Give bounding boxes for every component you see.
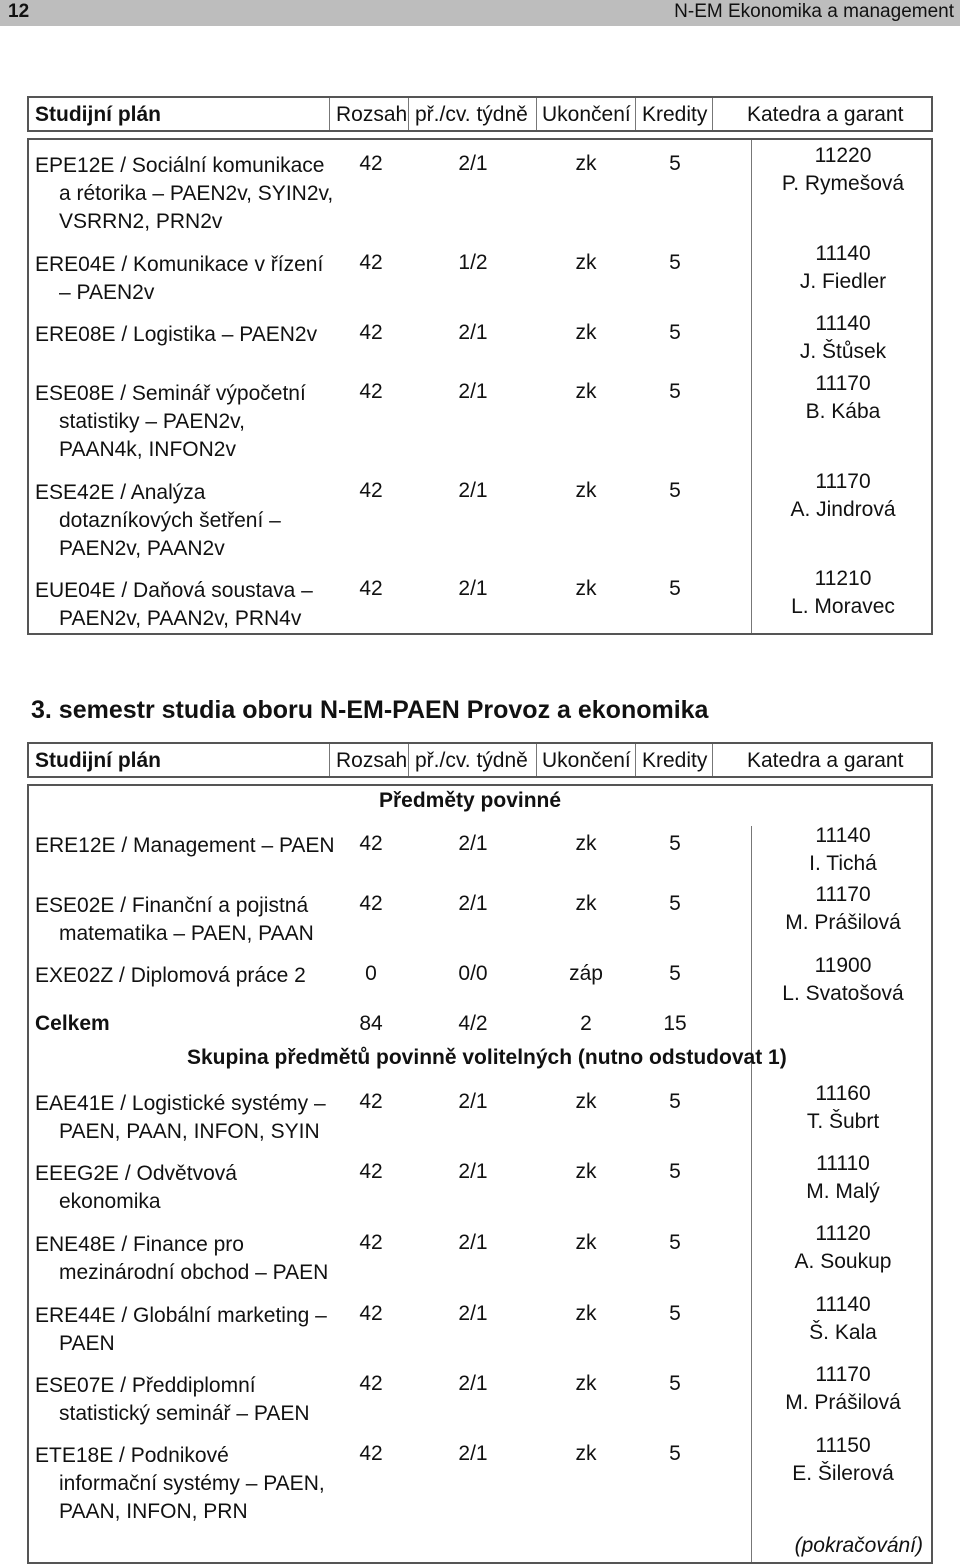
course-name xyxy=(35,321,335,349)
cell-prcv: 2/1 xyxy=(458,1090,488,1113)
course-name-line: statistiky – PAEN2v, xyxy=(59,410,245,433)
cell-ukonceni: záp xyxy=(569,962,603,985)
section-2-table xyxy=(27,784,933,1564)
course-name-line: EAE41E / Logistické systémy – xyxy=(35,1092,326,1115)
cell-garant: M. Prášilová xyxy=(785,911,901,934)
celkem-ukonceni: 2 xyxy=(580,1012,592,1035)
cell-ukonceni: zk xyxy=(575,479,597,502)
course-name-line: PAAN4k, INFON2v xyxy=(59,438,236,461)
cell-garant: M. Malý xyxy=(806,1180,880,1203)
cell-ukonceni: zk xyxy=(575,321,597,344)
cell-katedra: 11140 xyxy=(815,242,871,265)
cell-katedra: 11140 xyxy=(815,824,871,847)
cell-garant: J. Štůsek xyxy=(799,340,887,363)
course-name xyxy=(35,251,335,307)
cell-rozsah: 42 xyxy=(359,1090,383,1113)
col-kredity: Kredity xyxy=(642,749,708,772)
cell-katedra: 11170 xyxy=(815,470,871,493)
cell-kredity: 5 xyxy=(669,1160,681,1183)
course-name-line: ekonomika xyxy=(59,1190,161,1213)
cell-kredity: 5 xyxy=(669,1372,681,1395)
cell-ukonceni: zk xyxy=(575,380,597,403)
cell-katedra: 11120 xyxy=(815,1222,871,1245)
cell-kredity: 5 xyxy=(669,380,681,403)
col-prcv: př./cv. týdně xyxy=(415,749,528,772)
cell-rozsah: 42 xyxy=(359,832,383,855)
course-name-line: EEEG2E / Odvětvová xyxy=(35,1162,237,1185)
course-name-line: EUE04E / Daňová soustava – xyxy=(35,579,313,602)
cell-garant: A. Soukup xyxy=(794,1250,892,1273)
katedra-garant xyxy=(753,1291,933,1347)
cell-ukonceni: zk xyxy=(575,577,597,600)
cell-prcv: 2/1 xyxy=(458,1302,488,1325)
cell-kredity: 5 xyxy=(669,832,681,855)
cell-katedra: 11110 xyxy=(816,1152,870,1175)
course-name-line: ERE04E / Komunikace v řízení xyxy=(35,253,324,276)
course-name-line: ERE08E / Logistika – PAEN2v xyxy=(35,323,318,346)
cell-rozsah: 42 xyxy=(359,380,383,403)
cell-katedra: 11160 xyxy=(815,1082,871,1105)
course-name-line: PAEN xyxy=(59,1332,115,1355)
course-name xyxy=(35,152,335,236)
course-name-line: informační systémy – PAEN, xyxy=(59,1472,325,1495)
katedra-garant xyxy=(753,1150,933,1206)
celkem-label: Celkem xyxy=(35,1012,110,1035)
cell-prcv: 2/1 xyxy=(458,1160,488,1183)
katedra-garant xyxy=(753,142,933,198)
cell-garant: L. Svatošová xyxy=(782,982,904,1005)
col-ukonceni: Ukončení xyxy=(542,103,631,126)
cell-garant: T. Šubrt xyxy=(806,1110,880,1133)
course-name xyxy=(35,892,335,948)
celkem-prcv: 4/2 xyxy=(458,1012,488,1035)
course-name-line: mezinárodní obchod – PAEN xyxy=(59,1261,329,1284)
cell-rozsah: 0 xyxy=(365,962,377,985)
cell-ukonceni: zk xyxy=(575,1302,597,1325)
table-header-2 xyxy=(27,742,933,778)
volitelne-title: Skupina předmětů povinně volitelných (nutno odstudovat 1) xyxy=(187,1046,787,1069)
cell-ukonceni: zk xyxy=(575,152,597,175)
course-name-line: PAEN2v, PAAN2v, PRN4v xyxy=(59,607,302,630)
katedra-garant xyxy=(753,1432,933,1488)
cell-prcv: 2/1 xyxy=(458,832,488,855)
col-kredity: Kredity xyxy=(642,103,708,126)
celkem-kredity: 15 xyxy=(663,1012,687,1035)
course-name xyxy=(35,1442,335,1526)
course-name-line: ENE48E / Finance pro xyxy=(35,1233,244,1256)
cell-katedra: 11140 xyxy=(815,1293,871,1316)
cell-rozsah: 42 xyxy=(359,479,383,502)
cell-ukonceni: zk xyxy=(575,1160,597,1183)
cell-katedra: 11150 xyxy=(815,1434,871,1457)
cell-prcv: 2/1 xyxy=(458,577,488,600)
course-name-line: statistický seminář – PAEN xyxy=(59,1402,310,1425)
cell-prcv: 2/1 xyxy=(458,1372,488,1395)
cell-rozsah: 42 xyxy=(359,577,383,600)
page-header xyxy=(0,0,960,26)
cell-prcv: 2/1 xyxy=(458,380,488,403)
course-name-line: – PAEN2v xyxy=(59,281,155,304)
cell-prcv: 2/1 xyxy=(458,479,488,502)
course-name xyxy=(35,1090,335,1146)
cell-kredity: 5 xyxy=(669,251,681,274)
cell-katedra: 11140 xyxy=(815,312,871,335)
cell-katedra: 11170 xyxy=(815,1363,871,1386)
course-name-line: a rétorika – PAEN2v, SYIN2v, xyxy=(59,182,334,205)
col-prcv: př./cv. týdně xyxy=(415,103,528,126)
cell-prcv: 2/1 xyxy=(458,892,488,915)
course-name-line: ESE02E / Finanční a pojistná xyxy=(35,894,309,917)
continuation-note: (pokračování) xyxy=(794,1534,923,1557)
col-plan: Studijní plán xyxy=(35,103,161,126)
cell-rozsah: 42 xyxy=(359,892,383,915)
course-name-line: ESE08E / Seminář výpočetní xyxy=(35,382,306,405)
course-name-line: PAEN2v, PAAN2v xyxy=(59,537,225,560)
katedra-garant xyxy=(753,1361,933,1417)
course-name-line: ERE44E / Globální marketing – xyxy=(35,1304,327,1327)
cell-ukonceni: zk xyxy=(575,832,597,855)
cell-rozsah: 42 xyxy=(359,1231,383,1254)
col-plan: Studijní plán xyxy=(35,749,161,772)
section-1-table xyxy=(27,138,933,635)
cell-ukonceni: zk xyxy=(575,1372,597,1395)
cell-rozsah: 42 xyxy=(359,1442,383,1465)
semester-heading: 3. semestr studia oboru N-EM-PAEN Provoz a ekonomika xyxy=(31,696,709,724)
cell-garant: M. Prášilová xyxy=(785,1391,901,1414)
cell-katedra: 11210 xyxy=(814,567,872,590)
cell-kredity: 5 xyxy=(669,1231,681,1254)
course-name-line: ETE18E / Podnikové xyxy=(35,1444,229,1467)
course-name-line: PAAN, INFON, PRN xyxy=(59,1500,248,1523)
course-name-line: PAEN, PAAN, INFON, SYIN xyxy=(59,1120,320,1143)
course-name xyxy=(35,577,335,633)
page-title: N-EM Ekonomika a management xyxy=(674,1,954,22)
cell-prcv: 0/0 xyxy=(458,962,488,985)
cell-rozsah: 42 xyxy=(359,251,383,274)
cell-kredity: 5 xyxy=(669,321,681,344)
katedra-garant xyxy=(753,881,933,937)
cell-garant: Š. Kala xyxy=(809,1321,877,1344)
cell-garant: A. Jindrová xyxy=(790,498,896,521)
table-header xyxy=(27,96,933,132)
course-name-line: matematika – PAEN, PAAN xyxy=(59,922,314,945)
cell-prcv: 2/1 xyxy=(458,1231,488,1254)
cell-prcv: 1/2 xyxy=(458,251,488,274)
cell-ukonceni: zk xyxy=(575,251,597,274)
celkem-rozsah: 84 xyxy=(359,1012,383,1035)
course-name xyxy=(35,1302,335,1358)
cell-ukonceni: zk xyxy=(575,1231,597,1254)
cell-kredity: 5 xyxy=(669,892,681,915)
katedra-garant xyxy=(753,565,933,621)
cell-prcv: 2/1 xyxy=(458,321,488,344)
cell-katedra: 11170 xyxy=(815,372,871,395)
katedra-garant xyxy=(753,310,933,366)
cell-garant: J. Fiedler xyxy=(799,270,887,293)
cell-prcv: 2/1 xyxy=(458,152,488,175)
povinne-title: Předměty povinné xyxy=(379,789,562,812)
course-name xyxy=(35,479,335,563)
katedra-garant xyxy=(753,240,933,296)
katedra-garant xyxy=(753,952,933,1008)
cell-rozsah: 42 xyxy=(359,1160,383,1183)
col-katedra: Katedra a garant xyxy=(747,749,904,772)
course-name xyxy=(35,962,335,990)
cell-ukonceni: zk xyxy=(575,892,597,915)
cell-kredity: 5 xyxy=(669,152,681,175)
col-ukonceni: Ukončení xyxy=(542,749,631,772)
cell-rozsah: 42 xyxy=(359,152,383,175)
cell-rozsah: 42 xyxy=(359,321,383,344)
cell-kredity: 5 xyxy=(669,577,681,600)
cell-kredity: 5 xyxy=(669,1302,681,1325)
cell-kredity: 5 xyxy=(669,962,681,985)
course-name-line: EXE02Z / Diplomová práce 2 xyxy=(35,964,306,987)
katedra-garant xyxy=(753,370,933,426)
col-rozsah: Rozsah xyxy=(336,103,408,126)
col-rozsah: Rozsah xyxy=(336,749,408,772)
cell-ukonceni: zk xyxy=(575,1090,597,1113)
cell-garant: B. Kába xyxy=(805,400,881,423)
course-name-line: ERE12E / Management – PAEN xyxy=(35,834,335,857)
cell-kredity: 5 xyxy=(669,479,681,502)
course-name xyxy=(35,1372,335,1428)
katedra-garant xyxy=(753,1220,933,1276)
cell-katedra: 11170 xyxy=(815,883,871,906)
cell-prcv: 2/1 xyxy=(458,1442,488,1465)
course-name xyxy=(35,832,335,860)
course-name xyxy=(35,380,335,464)
cell-katedra: 11900 xyxy=(814,954,872,977)
course-name-line: EPE12E / Sociální komunikace xyxy=(35,154,325,177)
cell-garant: E. Šilerová xyxy=(792,1462,894,1485)
cell-rozsah: 42 xyxy=(359,1302,383,1325)
cell-kredity: 5 xyxy=(669,1090,681,1113)
katedra-garant xyxy=(753,822,933,878)
page-number: 12 xyxy=(8,1,30,22)
cell-katedra: 11220 xyxy=(814,144,872,167)
katedra-garant xyxy=(753,468,933,524)
cell-ukonceni: zk xyxy=(575,1442,597,1465)
cell-rozsah: 42 xyxy=(359,1372,383,1395)
course-name-line: dotazníkových šetření – xyxy=(59,509,281,532)
course-name xyxy=(35,1231,335,1287)
celkem-row xyxy=(29,1012,749,1042)
course-name-line: VSRRN2, PRN2v xyxy=(59,210,223,233)
cell-garant: L. Moravec xyxy=(791,595,895,618)
cell-garant: I. Tichá xyxy=(809,852,877,875)
cell-garant: P. Rymešová xyxy=(781,172,905,195)
katedra-garant xyxy=(753,1080,933,1136)
course-name-line: ESE42E / Analýza xyxy=(35,481,206,504)
course-name-line: ESE07E / Předdiplomní xyxy=(35,1374,256,1397)
cell-kredity: 5 xyxy=(669,1442,681,1465)
col-katedra: Katedra a garant xyxy=(747,103,904,126)
course-name xyxy=(35,1160,335,1216)
